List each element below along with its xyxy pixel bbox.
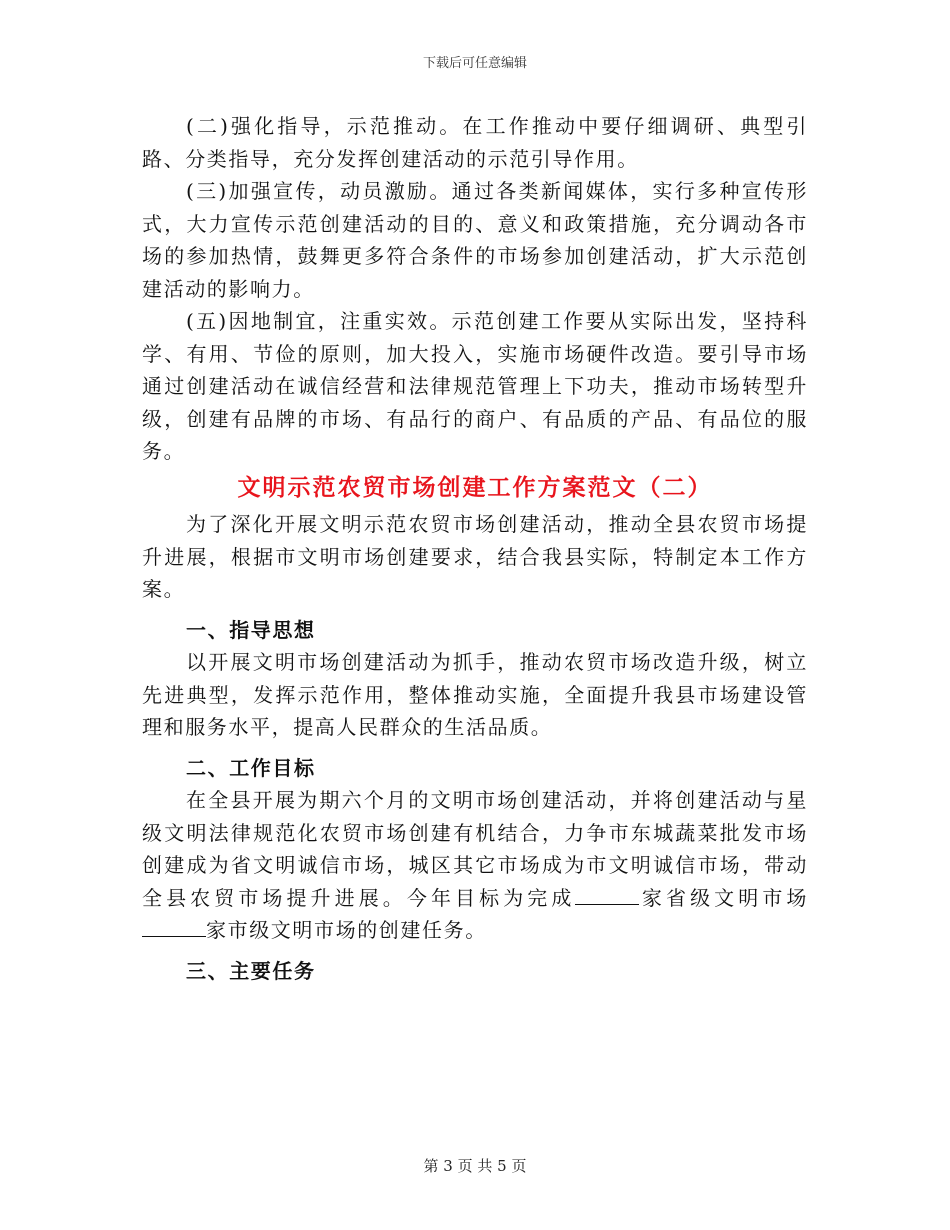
- paragraph-guidance: (二)强化指导，示范推动。在工作推动中要仔细调研、典型引路、分类指导，充分发挥创建活动的示范引导作用。: [142, 114, 808, 171]
- page-number: 第 3 页 共 5 页: [423, 1157, 527, 1175]
- heading-guiding-thought: 一、指导思想: [186, 617, 316, 642]
- heading-work-goals: 二、工作目标: [186, 755, 316, 780]
- paragraph-local-conditions: (五)因地制宜，注重实效。示范创建工作要从实际出发，坚持科学、有用、节俭的原则，加大投入，实施市场硬件改造。要引导市场通过创建活动在诚信经营和法律规范管理上下功夫，推动市场转型升级，创建有品牌的市场、有品行的商户、有品质的产品、有品位的服务。: [142, 309, 808, 463]
- paragraph-publicity: (三)加强宣传，动员激励。通过各类新闻媒体，实行多种宣传形式，大力宣传示范创建活动的目的、意义和政策措施，充分调动各市场的参加热情，鼓舞更多符合条件的市场参加创建活动，扩大示范创建活动的影响力。: [142, 179, 808, 301]
- header-note: 下载后可任意编辑: [422, 56, 527, 71]
- blank-provincial-count: [575, 884, 639, 905]
- goals-text-part2: 家省级文明市场: [639, 885, 808, 910]
- goals-text-part3: 家市级文明市场的创建任务。: [206, 918, 487, 942]
- paragraph-work-goals: [142, 784, 808, 947]
- paragraph-intro: 为了深化开展文明示范农贸市场创建活动，推动全县农贸市场提升进展，根据市文明市场创建要求，结合我县实际，特制定本工作方案。: [142, 512, 808, 601]
- document-body: [142, 110, 808, 987]
- goals-text-part1: 在全县开展为期六个月的文明市场创建活动，并将创建活动与星级文明法律规范化农贸市场创建有机结合，力争市东城蔬菜批发市场创建成为省文明诚信市场，城区其它市场成为市文明诚信市场，带动全县农贸市场提升进展。今年目标为完成: [142, 788, 808, 910]
- heading-main-tasks: 三、主要任务: [186, 958, 316, 983]
- section-title: 文明示范农贸市场创建工作方案范文（二）: [237, 474, 713, 501]
- paragraph-guiding-thought: 以开展文明市场创建活动为抓手，推动农贸市场改造升级，树立先进典型，发挥示范作用，整体推动实施，全面提升我县市场建设管理和服务水平，提高人民群众的生活品质。: [142, 650, 808, 739]
- blank-city-count: [142, 916, 206, 937]
